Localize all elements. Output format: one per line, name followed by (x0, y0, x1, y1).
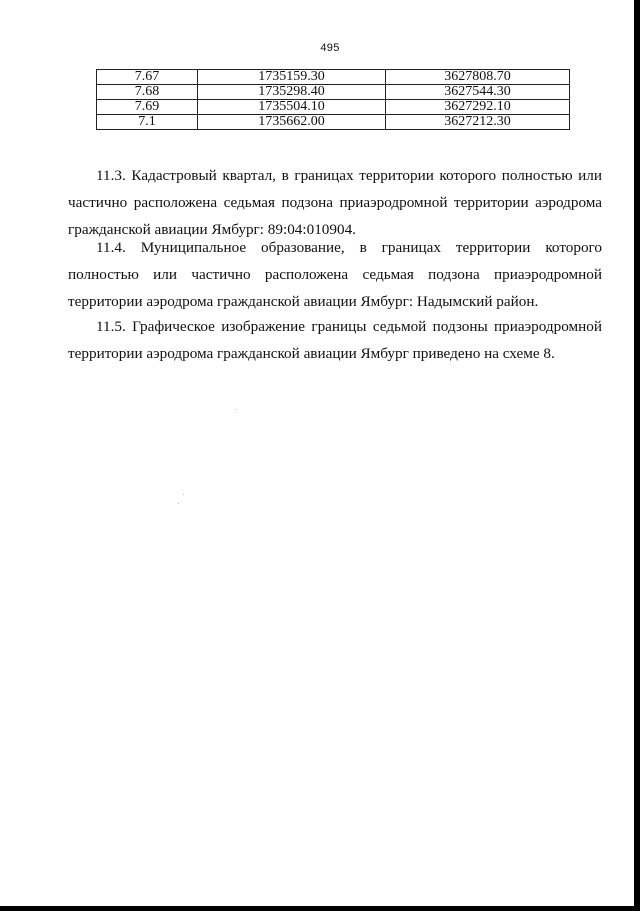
scan-edge-bottom (0, 906, 640, 911)
scan-speck (235, 409, 236, 410)
table-row (97, 115, 570, 130)
scan-speck (178, 503, 179, 504)
table-row (97, 100, 570, 115)
scan-edge-right (634, 0, 640, 911)
y-coordinate-cell: 3627808.70 (385, 70, 569, 85)
paragraph-municipality: 11.4. Муниципальное образование, в границах территории которого полностью или частично расположена седьмая подзона приаэродромной территории аэродрома гражданской авиации Ямбург: Надымский район. (68, 239, 602, 310)
paragraph-cadastral-quarter: 11.3. Кадастровый квартал, в границах территории которого полностью или частично расположена седьмая подзона приаэродромной территории аэродрома гражданской авиации Ямбург: 89:04:010904. (68, 167, 602, 238)
y-coordinate-cell: 3627292.10 (385, 100, 569, 115)
x-coordinate-cell: 1735298.40 (198, 85, 386, 100)
x-coordinate-cell: 1735159.30 (198, 70, 386, 85)
coordinates-table (96, 69, 570, 130)
page-number: 495 (320, 42, 340, 54)
point-number-cell: 7.68 (97, 85, 198, 100)
point-number-cell: 7.1 (97, 115, 198, 130)
y-coordinate-cell: 3627212.30 (385, 115, 569, 130)
paragraph-graphic-scheme: 11.5. Графическое изображение границы седьмой подзоны приаэродромной территории аэродрома гражданской авиации Ямбург приведено на схеме 8. (68, 318, 602, 362)
point-number-cell: 7.69 (97, 100, 198, 115)
y-coordinate-cell: 3627544.30 (385, 85, 569, 100)
x-coordinate-cell: 1735662.00 (198, 115, 386, 130)
table-row (97, 70, 570, 85)
x-coordinate-cell: 1735504.10 (198, 100, 386, 115)
point-number-cell: 7.67 (97, 70, 198, 85)
scan-speck (183, 494, 184, 495)
table-row (97, 85, 570, 100)
